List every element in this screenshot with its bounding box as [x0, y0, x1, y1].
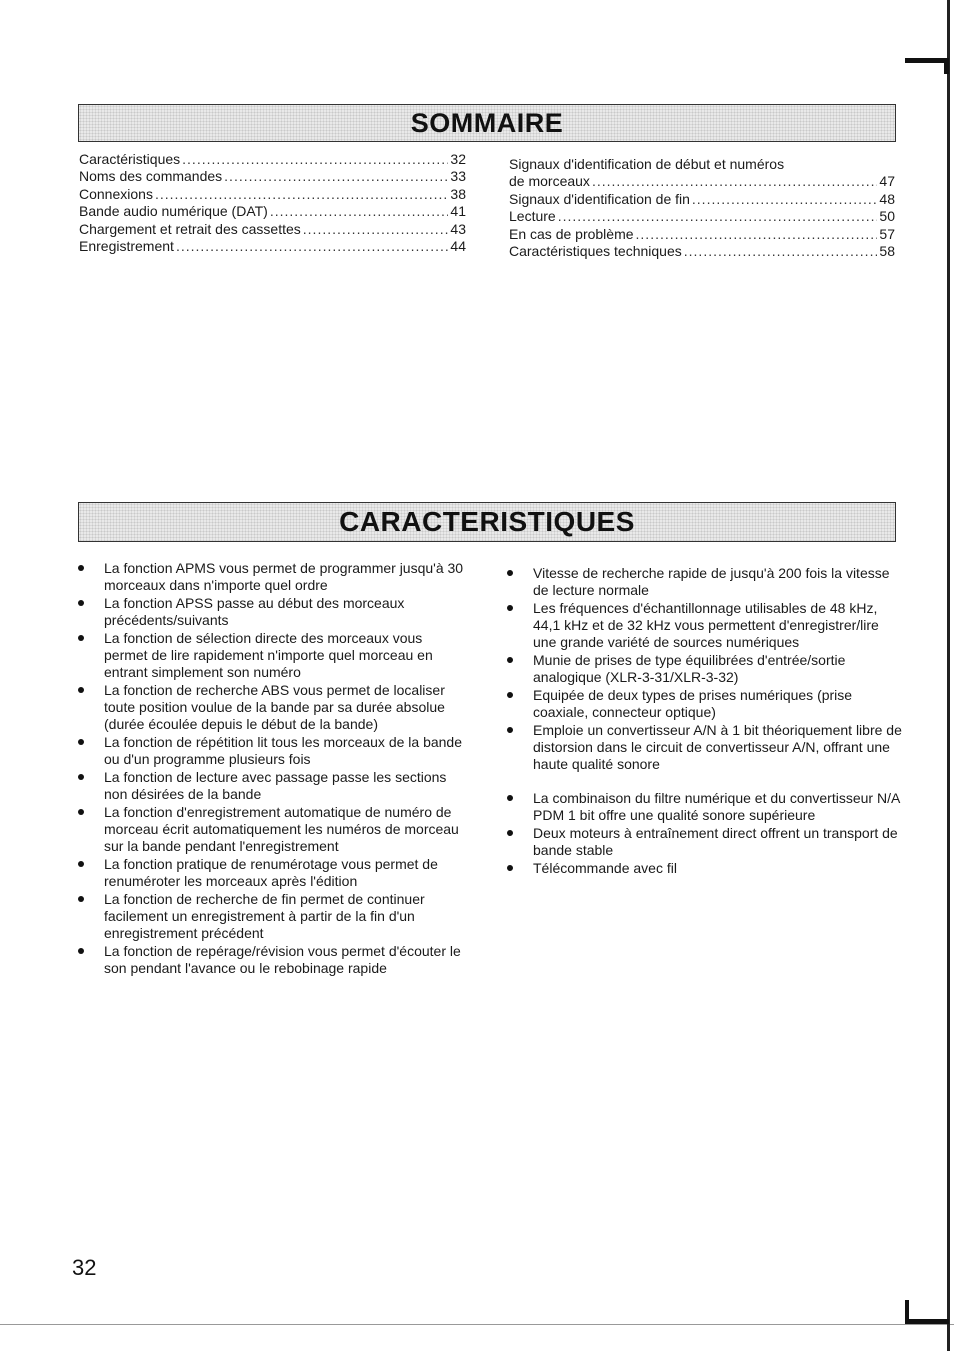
feature-text: La fonction APSS passe au début des morceaux précédents/suivants: [104, 595, 405, 628]
toc-entry-label: Lecture: [509, 208, 556, 225]
bullet-icon: [507, 727, 513, 733]
toc-dot-leader: [182, 151, 448, 168]
feature-item: [78, 943, 468, 977]
bullet-icon: [507, 570, 513, 576]
bullet-icon: [507, 830, 513, 836]
bottom-rule: [0, 1324, 954, 1325]
toc-dot-leader: [176, 238, 448, 255]
toc-dot-leader: [558, 208, 878, 225]
toc-entry-label: Chargement et retrait des cassettes: [79, 220, 301, 237]
toc-entry: [509, 243, 895, 260]
crop-mark-bottom: [905, 1300, 949, 1324]
toc-entry-label: Noms des commandes: [79, 168, 223, 185]
toc-entry-page: 48: [879, 190, 895, 207]
sommaire-title: SOMMAIRE: [410, 107, 564, 138]
toc-entry-page: 58: [879, 243, 895, 260]
feature-text: Emploie un convertisseur A/N à 1 bit théoriquement libre de distorsion dans le circuit de convertisseur A/N, offrant une haute qualité sonore: [533, 722, 902, 772]
feature-text: La fonction APMS vous permet de programmer jusqu'à 30 morceaux dans n'importe quel ordre: [104, 560, 464, 593]
toc-right-column: [509, 156, 895, 260]
feature-text: La combinaison du filtre numérique et du convertisseur N/A PDM 1 bit offre une qualité sonore supérieure: [533, 790, 900, 823]
features-right-list: [507, 565, 902, 878]
bullet-icon: [78, 687, 84, 693]
feature-item: [78, 734, 468, 768]
toc-entry-label: Signaux d'identification de début et numéros: [509, 156, 785, 172]
features-left-list: [78, 560, 468, 978]
toc-dot-leader: [692, 191, 878, 208]
toc-dot-leader: [303, 221, 449, 238]
sommaire-banner: [78, 104, 896, 142]
toc-dot-leader: [592, 173, 877, 190]
bullet-icon: [507, 692, 513, 698]
toc-entry: [79, 238, 466, 255]
feature-text: La fonction de lecture avec passage passe les sections non désirées de la bande: [104, 769, 447, 802]
bullet-icon: [78, 739, 84, 745]
crop-mark-top: [905, 58, 949, 74]
toc-entry: [509, 226, 895, 243]
bullet-icon: [78, 861, 84, 867]
feature-text: La fonction de recherche de fin permet de continuer facilement un enregistrement à partir de la fin d'un enregistrement précédent: [104, 891, 425, 941]
toc-entry-label: de morceaux: [509, 173, 590, 190]
feature-item: [507, 687, 902, 721]
bullet-icon: [507, 795, 513, 801]
toc-entry: [79, 168, 466, 185]
feature-text: La fonction d'enregistrement automatique de numéro de morceau écrit automatiquement les numéros de morceau sur la bande pendant l'enregistrement: [104, 804, 459, 854]
feature-text: Munie de prises de type équilibrées d'entrée/sortie analogique (XLR-3-31/XLR-3-32): [533, 652, 846, 685]
toc-entry-page: 43: [450, 220, 466, 237]
toc-entry-page: 38: [450, 185, 466, 202]
bullet-icon: [78, 635, 84, 641]
bullet-icon: [507, 605, 513, 611]
bullet-icon: [78, 774, 84, 780]
toc-entry: [509, 191, 895, 208]
feature-item: [78, 769, 468, 803]
feature-item: [507, 860, 902, 877]
bullet-icon: [78, 565, 84, 571]
feature-item: [78, 891, 468, 942]
feature-item: [78, 560, 468, 594]
toc-entry-page: 44: [450, 238, 466, 255]
bullet-icon: [78, 896, 84, 902]
toc-entry: [509, 173, 895, 190]
page-number: 32: [72, 1255, 97, 1280]
bullet-icon: [507, 657, 513, 663]
toc-dot-leader: [270, 203, 449, 220]
feature-text: La fonction de repérage/révision vous permet d'écouter le son pendant l'avance ou le rebobinage rapide: [104, 943, 461, 976]
toc-entry-page: 57: [879, 225, 895, 242]
toc-dot-leader: [636, 226, 878, 243]
feature-text: La fonction de sélection directe des morceaux vous permet de lire rapidement n'importe quel morceau en entrant simplement son numéro: [104, 630, 433, 680]
feature-item: [507, 790, 902, 824]
feature-text: Télécommande avec fil: [533, 860, 677, 876]
feature-text: Equipée de deux types de prises numériques (prise coaxiale, connecteur optique): [533, 687, 853, 720]
toc-entry: [509, 208, 895, 225]
feature-item: [78, 804, 468, 855]
toc-entry: [79, 151, 466, 168]
feature-item: [507, 565, 902, 599]
feature-item: [78, 682, 468, 733]
bullet-icon: [507, 865, 513, 871]
toc-entry-label: Caractéristiques: [79, 151, 181, 167]
toc-dot-leader: [224, 168, 448, 185]
feature-item: [507, 600, 902, 651]
feature-text: La fonction de répétition lit tous les morceaux de la bande ou d'un programme plusieurs fois: [104, 734, 463, 767]
toc-entry: [79, 221, 466, 238]
toc-entry-page: 47: [879, 173, 895, 190]
toc-left-column: [79, 151, 466, 255]
toc-entry: [79, 203, 466, 220]
caracteristiques-title: CARACTERISTIQUES: [339, 506, 635, 537]
toc-entry-label: Connexions: [79, 185, 153, 202]
bullet-icon: [78, 600, 84, 606]
bullet-icon: [78, 948, 84, 954]
toc-entry-label: Signaux d'identification de fin: [509, 190, 690, 207]
feature-item: [507, 825, 902, 859]
feature-item: [78, 856, 468, 890]
feature-item: [507, 652, 902, 686]
toc-entry-label: Enregistrement: [79, 238, 174, 255]
feature-text: La fonction pratique de renumérotage vous permet de renuméroter les morceaux après l'édition: [104, 856, 438, 889]
feature-text: Les fréquences d'échantillonnage utilisables de 48 kHz, 44,1 kHz et de 32 kHz vous permettent d'enregistrer/lire une grande variété de sources numériques: [533, 600, 879, 650]
toc-entry-page: 41: [450, 203, 466, 220]
toc-entry: [79, 186, 466, 203]
feature-item: [78, 595, 468, 629]
toc-entry-label: Caractéristiques techniques: [509, 243, 682, 260]
feature-text: La fonction de recherche ABS vous permet de localiser toute position voulue de la bande par sa durée absolue (durée écoulée depuis le début de la bande): [104, 682, 445, 732]
caracteristiques-banner: [78, 502, 896, 542]
scan-edge: [947, 0, 950, 1351]
toc-entry-label: Bande audio numérique (DAT): [79, 203, 268, 220]
toc-dot-leader: [684, 243, 878, 260]
toc-entry-page: 33: [450, 168, 466, 185]
toc-entry-page: 50: [879, 208, 895, 225]
feature-item: [78, 630, 468, 681]
feature-text: Deux moteurs à entraînement direct offrent un transport de bande stable: [533, 825, 898, 858]
feature-item: [507, 722, 902, 773]
feature-text: Vitesse de recherche rapide de jusqu'à 200 fois la vitesse de lecture normale: [533, 565, 890, 598]
toc-entry-label: En cas de problème: [509, 225, 634, 242]
toc-entry-page: 32: [450, 151, 466, 167]
bullet-icon: [78, 809, 84, 815]
toc-dot-leader: [155, 186, 448, 203]
